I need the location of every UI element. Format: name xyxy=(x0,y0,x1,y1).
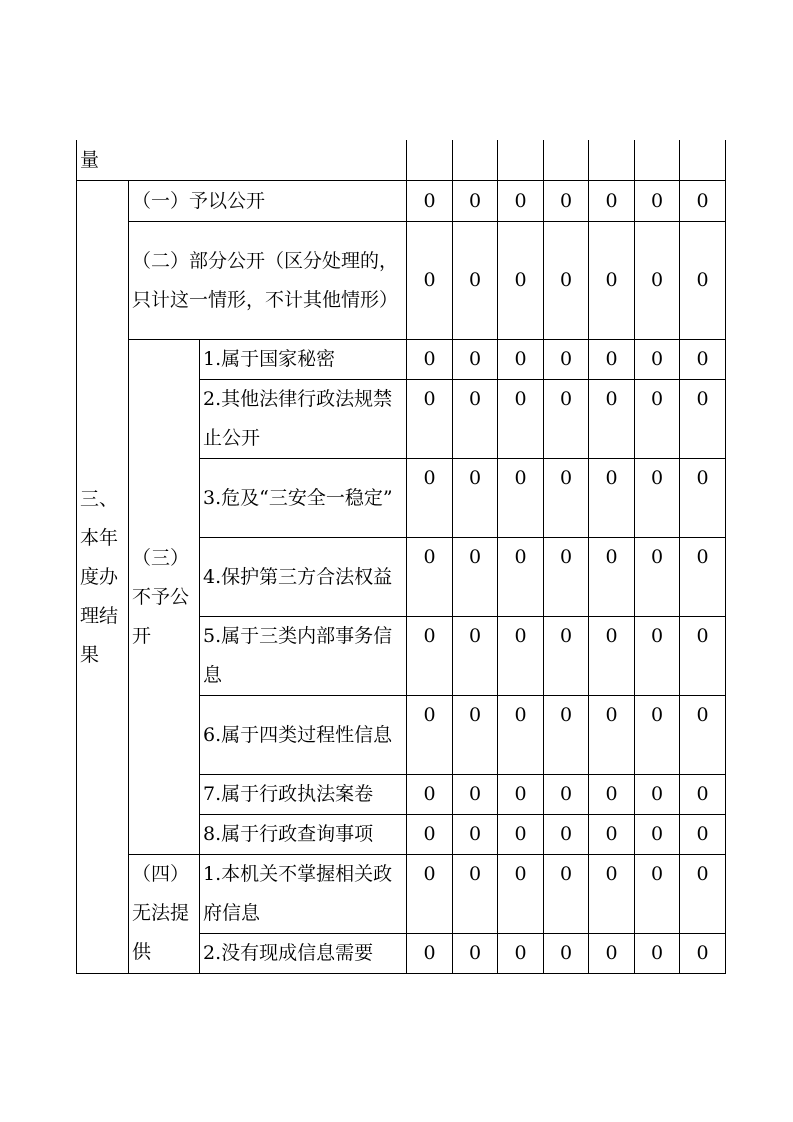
cell-value: 0 xyxy=(498,617,544,696)
cell-value: 0 xyxy=(407,538,453,617)
row-label: （二）部分公开（区分处理的，只计这一情形，不计其他情形） xyxy=(129,222,407,340)
cell-value: 0 xyxy=(498,222,544,340)
cell-value: 0 xyxy=(635,538,680,617)
cell-value: 0 xyxy=(453,855,498,934)
cell-value: 0 xyxy=(589,617,635,696)
cell-value: 0 xyxy=(544,340,589,380)
cell-value: 0 xyxy=(680,222,726,340)
disclosure-results-table xyxy=(76,140,726,974)
cell-value: 0 xyxy=(680,459,726,538)
cell-value: 0 xyxy=(635,775,680,815)
cell-value: 0 xyxy=(407,181,453,222)
row-label: 4.保护第三方合法权益 xyxy=(200,538,407,617)
cell-value: 0 xyxy=(635,934,680,974)
row-label: 2.其他法律行政法规禁止公开 xyxy=(200,380,407,459)
cell-value: 0 xyxy=(407,775,453,815)
cell-value: 0 xyxy=(407,855,453,934)
cell-value: 0 xyxy=(453,775,498,815)
row-label: 1.本机关不掌握相关政府信息 xyxy=(200,855,407,934)
cell-value: 0 xyxy=(635,855,680,934)
table-row xyxy=(77,855,726,934)
cell-value: 0 xyxy=(453,617,498,696)
cell-value: 0 xyxy=(589,538,635,617)
cell-value: 0 xyxy=(544,934,589,974)
cell-value: 0 xyxy=(453,696,498,775)
cell-value: 0 xyxy=(635,380,680,459)
table-row xyxy=(77,140,726,181)
row-label: 6.属于四类过程性信息 xyxy=(200,696,407,775)
cell-value: 0 xyxy=(453,380,498,459)
table-row xyxy=(77,181,726,222)
cell-value: 0 xyxy=(635,459,680,538)
cell-value: 0 xyxy=(680,855,726,934)
cell-value: 0 xyxy=(407,617,453,696)
cell-value: 0 xyxy=(498,775,544,815)
cell-value: 0 xyxy=(407,380,453,459)
cell-value: 0 xyxy=(498,459,544,538)
row-label: 8.属于行政查询事项 xyxy=(200,815,407,855)
cell-value: 0 xyxy=(453,934,498,974)
cell-value: 0 xyxy=(544,855,589,934)
cell-value: 0 xyxy=(635,696,680,775)
cell-value: 0 xyxy=(407,815,453,855)
cell-value: 0 xyxy=(589,934,635,974)
cell-value: 0 xyxy=(407,459,453,538)
cell-value: 0 xyxy=(589,380,635,459)
cell-value: 0 xyxy=(635,181,680,222)
cell-value: 0 xyxy=(680,815,726,855)
cell-value: 0 xyxy=(635,340,680,380)
section-label: 三、本年度办理结果 xyxy=(77,181,129,974)
cell-value: 0 xyxy=(635,617,680,696)
cell-value: 0 xyxy=(680,181,726,222)
cell-value: 0 xyxy=(453,459,498,538)
cell-value: 0 xyxy=(544,617,589,696)
group-label-not-disclosed: （三）不予公开 xyxy=(129,340,200,855)
cell-value: 0 xyxy=(498,538,544,617)
cell-value: 0 xyxy=(635,222,680,340)
cell-value: 0 xyxy=(680,934,726,974)
cell-value: 0 xyxy=(589,855,635,934)
cell-value: 0 xyxy=(680,380,726,459)
cell-value: 0 xyxy=(589,775,635,815)
cell-value: 0 xyxy=(680,538,726,617)
cell-value: 0 xyxy=(453,222,498,340)
cell-value: 0 xyxy=(589,815,635,855)
row-label: 2.没有现成信息需要 xyxy=(200,934,407,974)
row-label: 1.属于国家秘密 xyxy=(200,340,407,380)
cell-value: 0 xyxy=(407,222,453,340)
cell-value: 0 xyxy=(453,181,498,222)
cell-value: 0 xyxy=(589,696,635,775)
row-label: 5.属于三类内部事务信息 xyxy=(200,617,407,696)
row-label: （一）予以公开 xyxy=(129,181,407,222)
cell-value: 0 xyxy=(498,815,544,855)
group-label-unavailable: （四）无法提供 xyxy=(129,855,200,974)
cell-value: 0 xyxy=(589,222,635,340)
cell-value: 0 xyxy=(680,775,726,815)
cell-value: 0 xyxy=(544,696,589,775)
cell-value: 0 xyxy=(498,181,544,222)
cell-value: 0 xyxy=(453,538,498,617)
table-row xyxy=(77,340,726,380)
cell-value: 0 xyxy=(544,380,589,459)
cell-value: 0 xyxy=(544,181,589,222)
cell-value: 0 xyxy=(407,934,453,974)
cell-value: 0 xyxy=(498,696,544,775)
cell-value: 0 xyxy=(407,696,453,775)
cell-value: 0 xyxy=(680,617,726,696)
table-row xyxy=(77,222,726,340)
row-label: 7.属于行政执法案卷 xyxy=(200,775,407,815)
cell-value: 0 xyxy=(544,538,589,617)
cell-value: 0 xyxy=(453,815,498,855)
cell-value: 0 xyxy=(498,340,544,380)
cell-value: 0 xyxy=(498,934,544,974)
cell-value: 0 xyxy=(544,815,589,855)
cell-value: 0 xyxy=(680,340,726,380)
cell-value: 0 xyxy=(407,340,453,380)
cell-value: 0 xyxy=(544,222,589,340)
cell-value: 0 xyxy=(635,815,680,855)
cell-value: 0 xyxy=(453,340,498,380)
cell-value: 0 xyxy=(680,696,726,775)
cell-value: 0 xyxy=(498,380,544,459)
cell-value: 0 xyxy=(544,459,589,538)
cell-value: 0 xyxy=(589,181,635,222)
cell-value: 0 xyxy=(544,775,589,815)
cell-value: 0 xyxy=(589,340,635,380)
row-label: 3.危及“三安全一稳定” xyxy=(200,459,407,538)
cell-value: 0 xyxy=(589,459,635,538)
top-row-label: 量 xyxy=(77,140,407,181)
cell-value: 0 xyxy=(498,855,544,934)
